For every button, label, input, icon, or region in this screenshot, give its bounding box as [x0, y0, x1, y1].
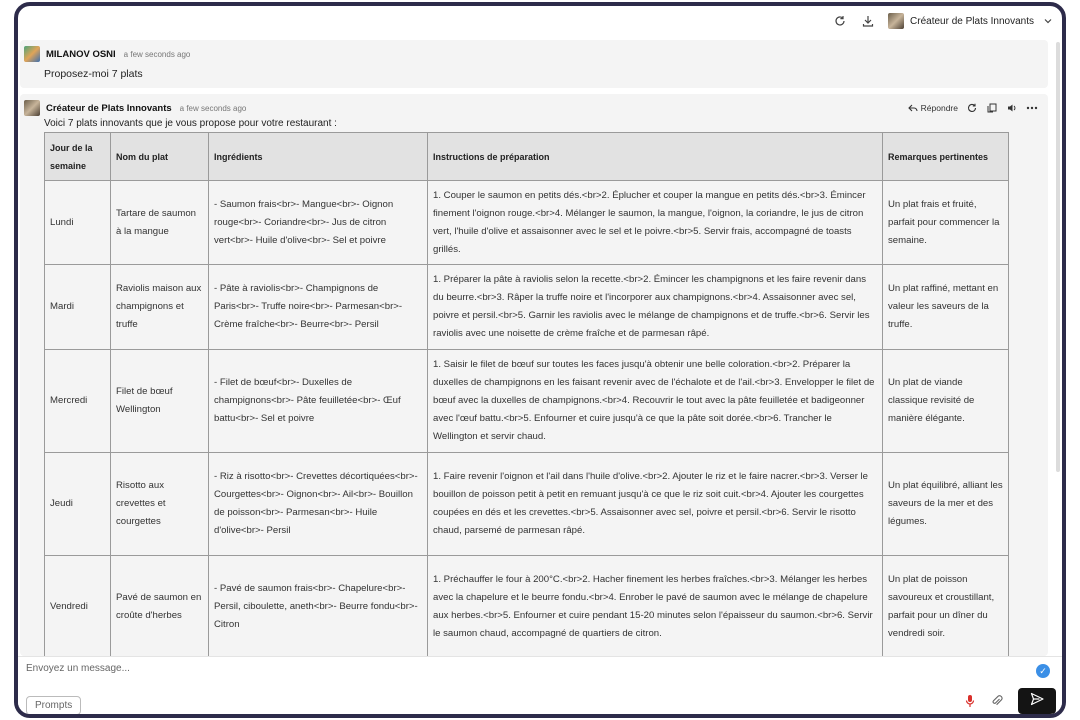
table-cell: Un plat équilibré, alliant les saveurs de la mer et des légumes.	[883, 453, 1009, 556]
send-icon	[1030, 692, 1044, 711]
table-cell: Tartare de saumon à la mangue	[111, 181, 209, 265]
column-header: Nom du plat	[111, 133, 209, 181]
bot-avatar	[888, 13, 904, 29]
table-cell: Risotto aux crevettes et courgettes	[111, 453, 209, 556]
table-cell: Filet de bœuf Wellington	[111, 350, 209, 453]
table-cell: - Pâte à raviolis<br>- Champignons de Paris<br>- Truffe noire<br>- Parmesan<br>- Crème fraîche<br>- Beurre<br>- Persil	[209, 265, 428, 350]
message-author: MILANOV OSNI	[46, 48, 116, 60]
message-header	[20, 40, 1048, 62]
table-cell: 1. Saisir le filet de bœuf sur toutes les faces jusqu'à obtenir une belle coloration.<br>2. Préparer la duxelles de champignons en les faisant revenir avec de l'échalote et de l'ail.<br>3. Envelopper le filet de bœuf avec la duxelles de champignons.<br>4. Recouvrir le tout avec la pâte feuilletée et badigeonner avec l'œuf battu.<br>5. Enfourner et cuire jusqu'à ce que la pâte soit dorée.<br>6. Trancher le Wellington et servir chaud.	[428, 350, 883, 453]
regenerate-icon[interactable]	[966, 102, 978, 114]
dishes-table	[44, 132, 1009, 656]
table-cell: - Riz à risotto<br>- Crevettes décortiquées<br>- Courgettes<br>- Oignon<br>- Ail<br>- Bouillon de poisson<br>- Parmesan<br>- Huile d'olive<br>- Persil	[209, 453, 428, 556]
reply-icon[interactable]	[907, 102, 919, 114]
message-author: Créateur de Plats Innovants	[46, 102, 172, 114]
table-cell: 1. Couper le saumon en petits dés.<br>2. Éplucher et couper la mangue en petits dés.<br>3. Émincer finement l'oignon rouge.<br>4. Mélanger le saumon, la mangue, l'oignon, la coriandre, le jus de citron vert, l'huile d'olive et assaisonner avec le sel et le poivre.<br>5. Servir frais, accompagné de toasts grillés.	[428, 181, 883, 265]
message-input[interactable]: Envoyez un message...	[26, 663, 130, 674]
top-bar	[18, 6, 1062, 36]
table-cell: - Saumon frais<br>- Mangue<br>- Oignon rouge<br>- Coriandre<br>- Jus de citron vert<br>- Huile d'olive<br>- Sel et poivre	[209, 181, 428, 265]
app-window	[14, 2, 1066, 718]
table-header-row	[45, 133, 1009, 181]
prompts-button[interactable]: Prompts	[26, 696, 81, 715]
chevron-down-icon[interactable]	[1040, 13, 1056, 29]
message-header	[20, 94, 1048, 116]
table-cell: Jeudi	[45, 453, 111, 556]
scrollbar[interactable]	[1056, 42, 1060, 472]
message-text: Proposez-moi 7 plats	[44, 68, 143, 80]
table-row	[45, 181, 1009, 265]
reply-button[interactable]: Répondre	[920, 103, 958, 113]
speaker-icon[interactable]	[1006, 102, 1018, 114]
table-cell: 1. Préparer la pâte à raviolis selon la recette.<br>2. Émincer les champignons et les faire revenir dans du beurre.<br>3. Râper la truffe noire et l'incorporer aux champignons.<br>4. Assaisonner avec sel, poivre et persil.<br>5. Garnir les raviolis avec le mélange de champignons et de truffe.<br>6. Servir les raviolis avec une noisette de crème fraîche et de parmesan râpé.	[428, 265, 883, 350]
column-header: Jour de la semaine	[45, 133, 111, 181]
user-message	[20, 40, 1048, 88]
bot-selector[interactable]	[888, 13, 1056, 29]
avatar	[24, 46, 40, 62]
table-row	[45, 265, 1009, 350]
message-time: a few seconds ago	[179, 103, 247, 113]
download-icon[interactable]	[860, 13, 876, 29]
message-text: Voici 7 plats innovants que je vous propose pour votre restaurant :	[44, 118, 337, 129]
column-header: Remarques pertinentes	[883, 133, 1009, 181]
table-cell: - Filet de bœuf<br>- Duxelles de champignons<br>- Pâte feuilletée<br>- Œuf battu<br>- Sel et poivre	[209, 350, 428, 453]
bot-selector-label: Créateur de Plats Innovants	[910, 15, 1034, 27]
message-actions	[907, 102, 1038, 114]
table-cell: Un plat frais et fruité, parfait pour commencer la semaine.	[883, 181, 1009, 265]
table-cell: Mardi	[45, 265, 111, 350]
table-cell: Un plat de poisson savoureux et croustillant, parfait pour un dîner du vendredi soir.	[883, 556, 1009, 657]
bot-message	[20, 94, 1048, 656]
table-cell: Mercredi	[45, 350, 111, 453]
avatar	[24, 100, 40, 116]
table-row	[45, 556, 1009, 657]
mic-icon[interactable]	[964, 693, 976, 709]
refresh-icon[interactable]	[832, 13, 848, 29]
table-cell: Lundi	[45, 181, 111, 265]
table-cell: Un plat raffiné, mettant en valeur les saveurs de la truffe.	[883, 265, 1009, 350]
check-icon: ✓	[1036, 664, 1050, 678]
composer	[18, 656, 1062, 718]
table-cell: Raviolis maison aux champignons et truffe	[111, 265, 209, 350]
message-time: a few seconds ago	[123, 49, 191, 59]
table-cell: Pavé de saumon en croûte d'herbes	[111, 556, 209, 657]
table-cell: 1. Préchauffer le four à 200°C.<br>2. Hacher finement les herbes fraîches.<br>3. Mélanger les herbes avec la chapelure et le beurre fondu.<br>4. Enrober le pavé de saumon avec le mélange de chapelure aux herbes.<br>5. Enfourner et cuire pendant 15-20 minutes selon l'épaisseur du saumon.<br>6. Servir le saumon chaud, accompagné de quartiers de citron.	[428, 556, 883, 657]
paperclip-icon[interactable]	[990, 693, 1004, 709]
more-icon[interactable]	[1026, 102, 1038, 114]
column-header: Ingrédients	[209, 133, 428, 181]
table-cell: 1. Faire revenir l'oignon et l'ail dans l'huile d'olive.<br>2. Ajouter le riz et le faire nacrer.<br>3. Verser le bouillon de poisson petit à petit en remuant jusqu'à ce que le riz soit cuit.<br>4. Ajouter les courgettes coupées en dés et les crevettes.<br>5. Assaisonner avec sel, poivre et persil.<br>6. Servir le risotto chaud, parsemé de parmesan râpé.	[428, 453, 883, 556]
table-cell: Vendredi	[45, 556, 111, 657]
send-button[interactable]	[1018, 688, 1056, 714]
copy-icon[interactable]	[986, 102, 998, 114]
table-cell: Un plat de viande classique revisité de manière élégante.	[883, 350, 1009, 453]
column-header: Instructions de préparation	[428, 133, 883, 181]
table-row	[45, 350, 1009, 453]
table-cell: - Pavé de saumon frais<br>- Chapelure<br>- Persil, ciboulette, aneth<br>- Beurre fondu<br>- Citron	[209, 556, 428, 657]
table-row	[45, 453, 1009, 556]
